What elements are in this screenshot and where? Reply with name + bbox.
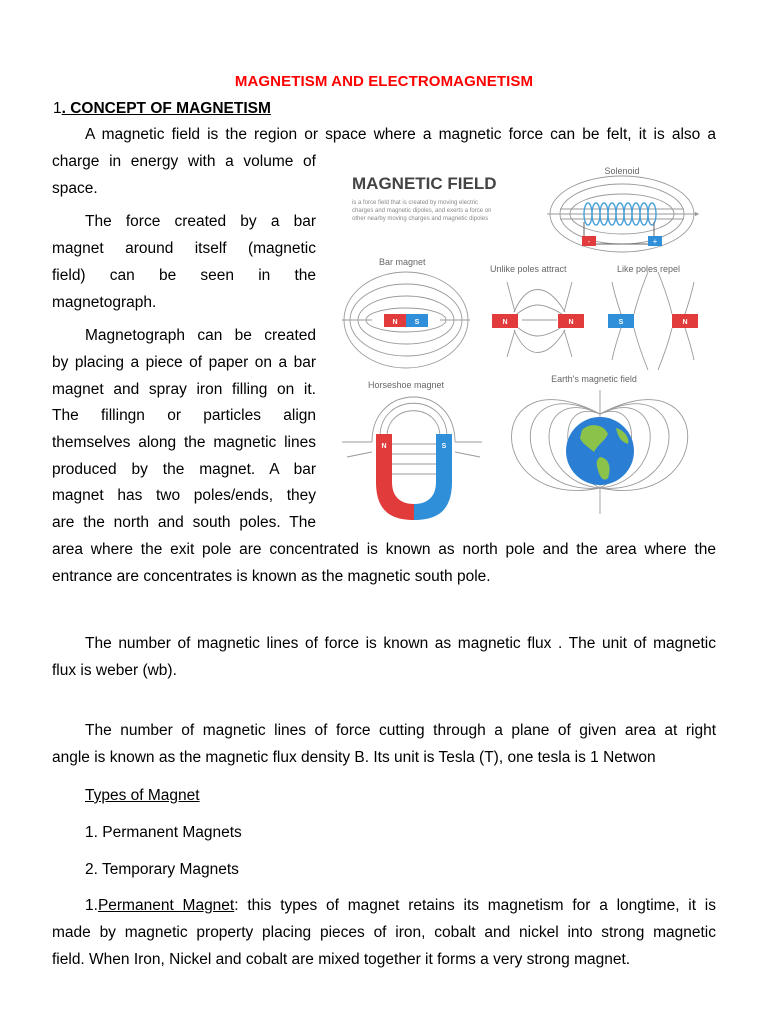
paragraph-line: field) can be seen in the bbox=[52, 267, 316, 284]
paragraph-line: produced by the magnet. A bar bbox=[52, 461, 316, 478]
paragraph-line: flux is weber (wb). bbox=[52, 662, 177, 679]
svg-text:-: - bbox=[587, 237, 591, 246]
svg-text:S: S bbox=[618, 319, 624, 326]
svg-text:S: S bbox=[414, 319, 420, 326]
paragraph-line: magnet around itself (magnetic bbox=[52, 240, 316, 257]
svg-text:+: + bbox=[652, 237, 658, 246]
paragraph-line: The number of magnetic lines of force cutting through a plane of given area at right bbox=[85, 722, 716, 739]
figure-description: is a force field that is created by moving electric bbox=[352, 200, 479, 206]
paragraph-line: area where the exit pole are concentrated is known as north pole and the area where the bbox=[52, 541, 716, 558]
svg-text:N: N bbox=[392, 319, 398, 326]
bar-magnet-label: Bar magnet bbox=[379, 257, 426, 267]
svg-text:N: N bbox=[682, 319, 688, 326]
figure-heading: MAGNETIC FIELD bbox=[352, 174, 497, 193]
paragraph-line: 1.Permanent Magnet: this types of magnet retains its magnetism for a longtime, it is bbox=[85, 897, 716, 914]
paragraph-line: angle is known as the magnetic flux density B. Its unit is Tesla (T), one tesla is 1 Netwon bbox=[52, 749, 656, 766]
types-item: 2. Temporary Magnets bbox=[85, 861, 239, 878]
unlike-poles-label: Unlike poles attract bbox=[490, 264, 567, 274]
svg-text:S: S bbox=[441, 443, 447, 450]
paragraph-line: are the north and south poles. The bbox=[52, 514, 316, 531]
paragraph-line: made by magnetic property placing pieces of iron, cobalt and nickel into strong magnetic bbox=[52, 924, 716, 941]
horseshoe-field bbox=[342, 397, 482, 474]
earth-field-label: Earth's magnetic field bbox=[551, 374, 637, 384]
paragraph-line: themselves along the magnetic lines bbox=[52, 434, 316, 451]
paragraph-line: charge in energy with a volume of bbox=[52, 153, 316, 170]
like-poles-label: Like poles repel bbox=[617, 264, 681, 274]
document-title: MAGNETISM AND ELECTROMAGNETISM bbox=[234, 73, 534, 90]
svg-text:N: N bbox=[381, 443, 387, 450]
paragraph-line: by placing a piece of paper on a bar bbox=[52, 354, 316, 371]
section-heading-text: . CONCEPT OF MAGNETISM bbox=[61, 100, 271, 117]
paragraph-line: The force created by a bar bbox=[85, 213, 316, 230]
paragraph-line: The fillingn or particles align bbox=[52, 407, 316, 424]
types-heading: Types of Magnet bbox=[85, 787, 200, 804]
permanent-magnet-term: Permanent Magnet bbox=[97, 897, 235, 914]
horseshoe-label: Horseshoe magnet bbox=[368, 380, 445, 390]
svg-text:N: N bbox=[568, 319, 574, 326]
types-item: 1. Permanent Magnets bbox=[85, 824, 242, 841]
figure-description: charges and magnetic dipoles, and exerts a force on bbox=[352, 208, 492, 214]
figure-description: other nearby moving charges and magnetic dipoles bbox=[352, 216, 489, 222]
paragraph-line: entrance are concentrates is known as the magnetic south pole. bbox=[52, 568, 491, 585]
section-number: 1 bbox=[53, 100, 62, 117]
solenoid-label: Solenoid bbox=[604, 166, 640, 176]
paragraph-line: magnet and spray iron filling on it. bbox=[52, 381, 316, 398]
solenoid-diagram bbox=[547, 176, 697, 252]
paragraph-line: magnetograph. bbox=[52, 294, 157, 311]
paragraph-line: Magnetograph can be created bbox=[85, 327, 316, 344]
section-heading bbox=[53, 100, 271, 118]
magnetic-field-figure bbox=[332, 152, 722, 526]
paragraph-line: A magnetic field is the region or space where a magnetic force can be felt, it is also a bbox=[85, 126, 716, 143]
paragraph-line: magnet has two poles/ends, they bbox=[52, 487, 316, 504]
paragraph-line: field. When Iron, Nickel and cobalt are mixed together it forms a very strong magnet. bbox=[52, 951, 631, 968]
svg-text:N: N bbox=[502, 319, 508, 326]
paragraph-line: space. bbox=[52, 180, 98, 197]
paragraph-line: The number of magnetic lines of force is known as magnetic flux . The unit of magnetic bbox=[85, 635, 716, 652]
